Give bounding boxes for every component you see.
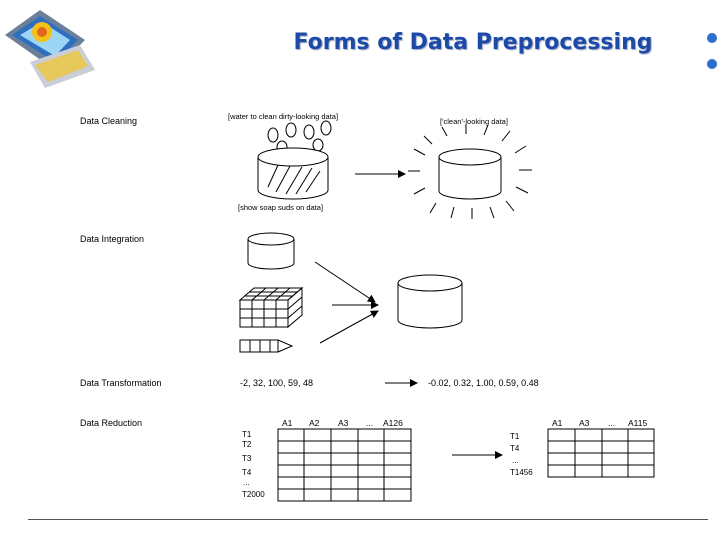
right-col-header: A1 bbox=[552, 418, 563, 428]
page-title: Forms of Data Preprocessing bbox=[293, 30, 653, 55]
left-col-header: A1 bbox=[282, 418, 293, 428]
cleaning-note-result: ['clean'-looking data] bbox=[440, 117, 508, 126]
clean-database bbox=[408, 124, 532, 219]
left-col-header: A3 bbox=[338, 418, 349, 428]
computer-monitor-logo bbox=[0, 0, 118, 95]
integrated-database bbox=[398, 275, 462, 328]
source-database bbox=[248, 233, 294, 269]
left-row-header: T3 bbox=[242, 454, 252, 463]
left-row-header: ... bbox=[243, 478, 250, 487]
right-col-header: A115 bbox=[628, 418, 648, 428]
reduced-table-grid bbox=[548, 429, 654, 477]
cleaning-note-top: [water to clean dirty-looking data] bbox=[228, 112, 339, 121]
flat-file bbox=[240, 340, 292, 352]
preprocessing-diagram bbox=[0, 95, 728, 515]
right-row-header: T1456 bbox=[510, 468, 533, 477]
right-col-header: A3 bbox=[579, 418, 590, 428]
left-row-header: T4 bbox=[242, 468, 252, 477]
right-col-header: ... bbox=[608, 418, 616, 428]
data-integration-label: Data Integration bbox=[80, 234, 145, 244]
original-table-row-headers bbox=[242, 430, 265, 499]
integration-arrow-3 bbox=[320, 311, 378, 343]
data-transformation-label: Data Transformation bbox=[80, 378, 162, 388]
left-col-header: A126 bbox=[383, 418, 403, 428]
left-row-header: T1 bbox=[242, 430, 252, 439]
transformation-input: -2, 32, 100, 59, 48 bbox=[240, 378, 314, 388]
dirty-database bbox=[258, 148, 328, 199]
right-row-header: T1 bbox=[510, 432, 520, 441]
right-row-header: T4 bbox=[510, 444, 520, 453]
transformation-output: -0.02, 0.32, 1.00, 0.59, 0.48 bbox=[428, 378, 539, 388]
left-col-header: A2 bbox=[309, 418, 320, 428]
data-cube bbox=[240, 288, 302, 327]
left-col-header: ... bbox=[366, 418, 374, 428]
footer-divider bbox=[28, 519, 708, 520]
data-cleaning-label: Data Cleaning bbox=[80, 116, 138, 126]
reduced-table-column-headers bbox=[552, 418, 647, 428]
original-table-grid bbox=[278, 429, 411, 501]
original-table-column-headers bbox=[282, 418, 403, 428]
data-reduction-label: Data Reduction bbox=[80, 418, 143, 428]
bullet-dots bbox=[700, 20, 724, 80]
left-row-header: T2 bbox=[242, 440, 252, 449]
reduced-table-row-headers bbox=[510, 432, 533, 477]
right-row-header: ... bbox=[512, 456, 519, 465]
left-row-header: T2000 bbox=[242, 490, 265, 499]
integration-arrow-1 bbox=[315, 262, 375, 302]
cleaning-note-bottom: [show soap suds on data] bbox=[238, 203, 324, 212]
